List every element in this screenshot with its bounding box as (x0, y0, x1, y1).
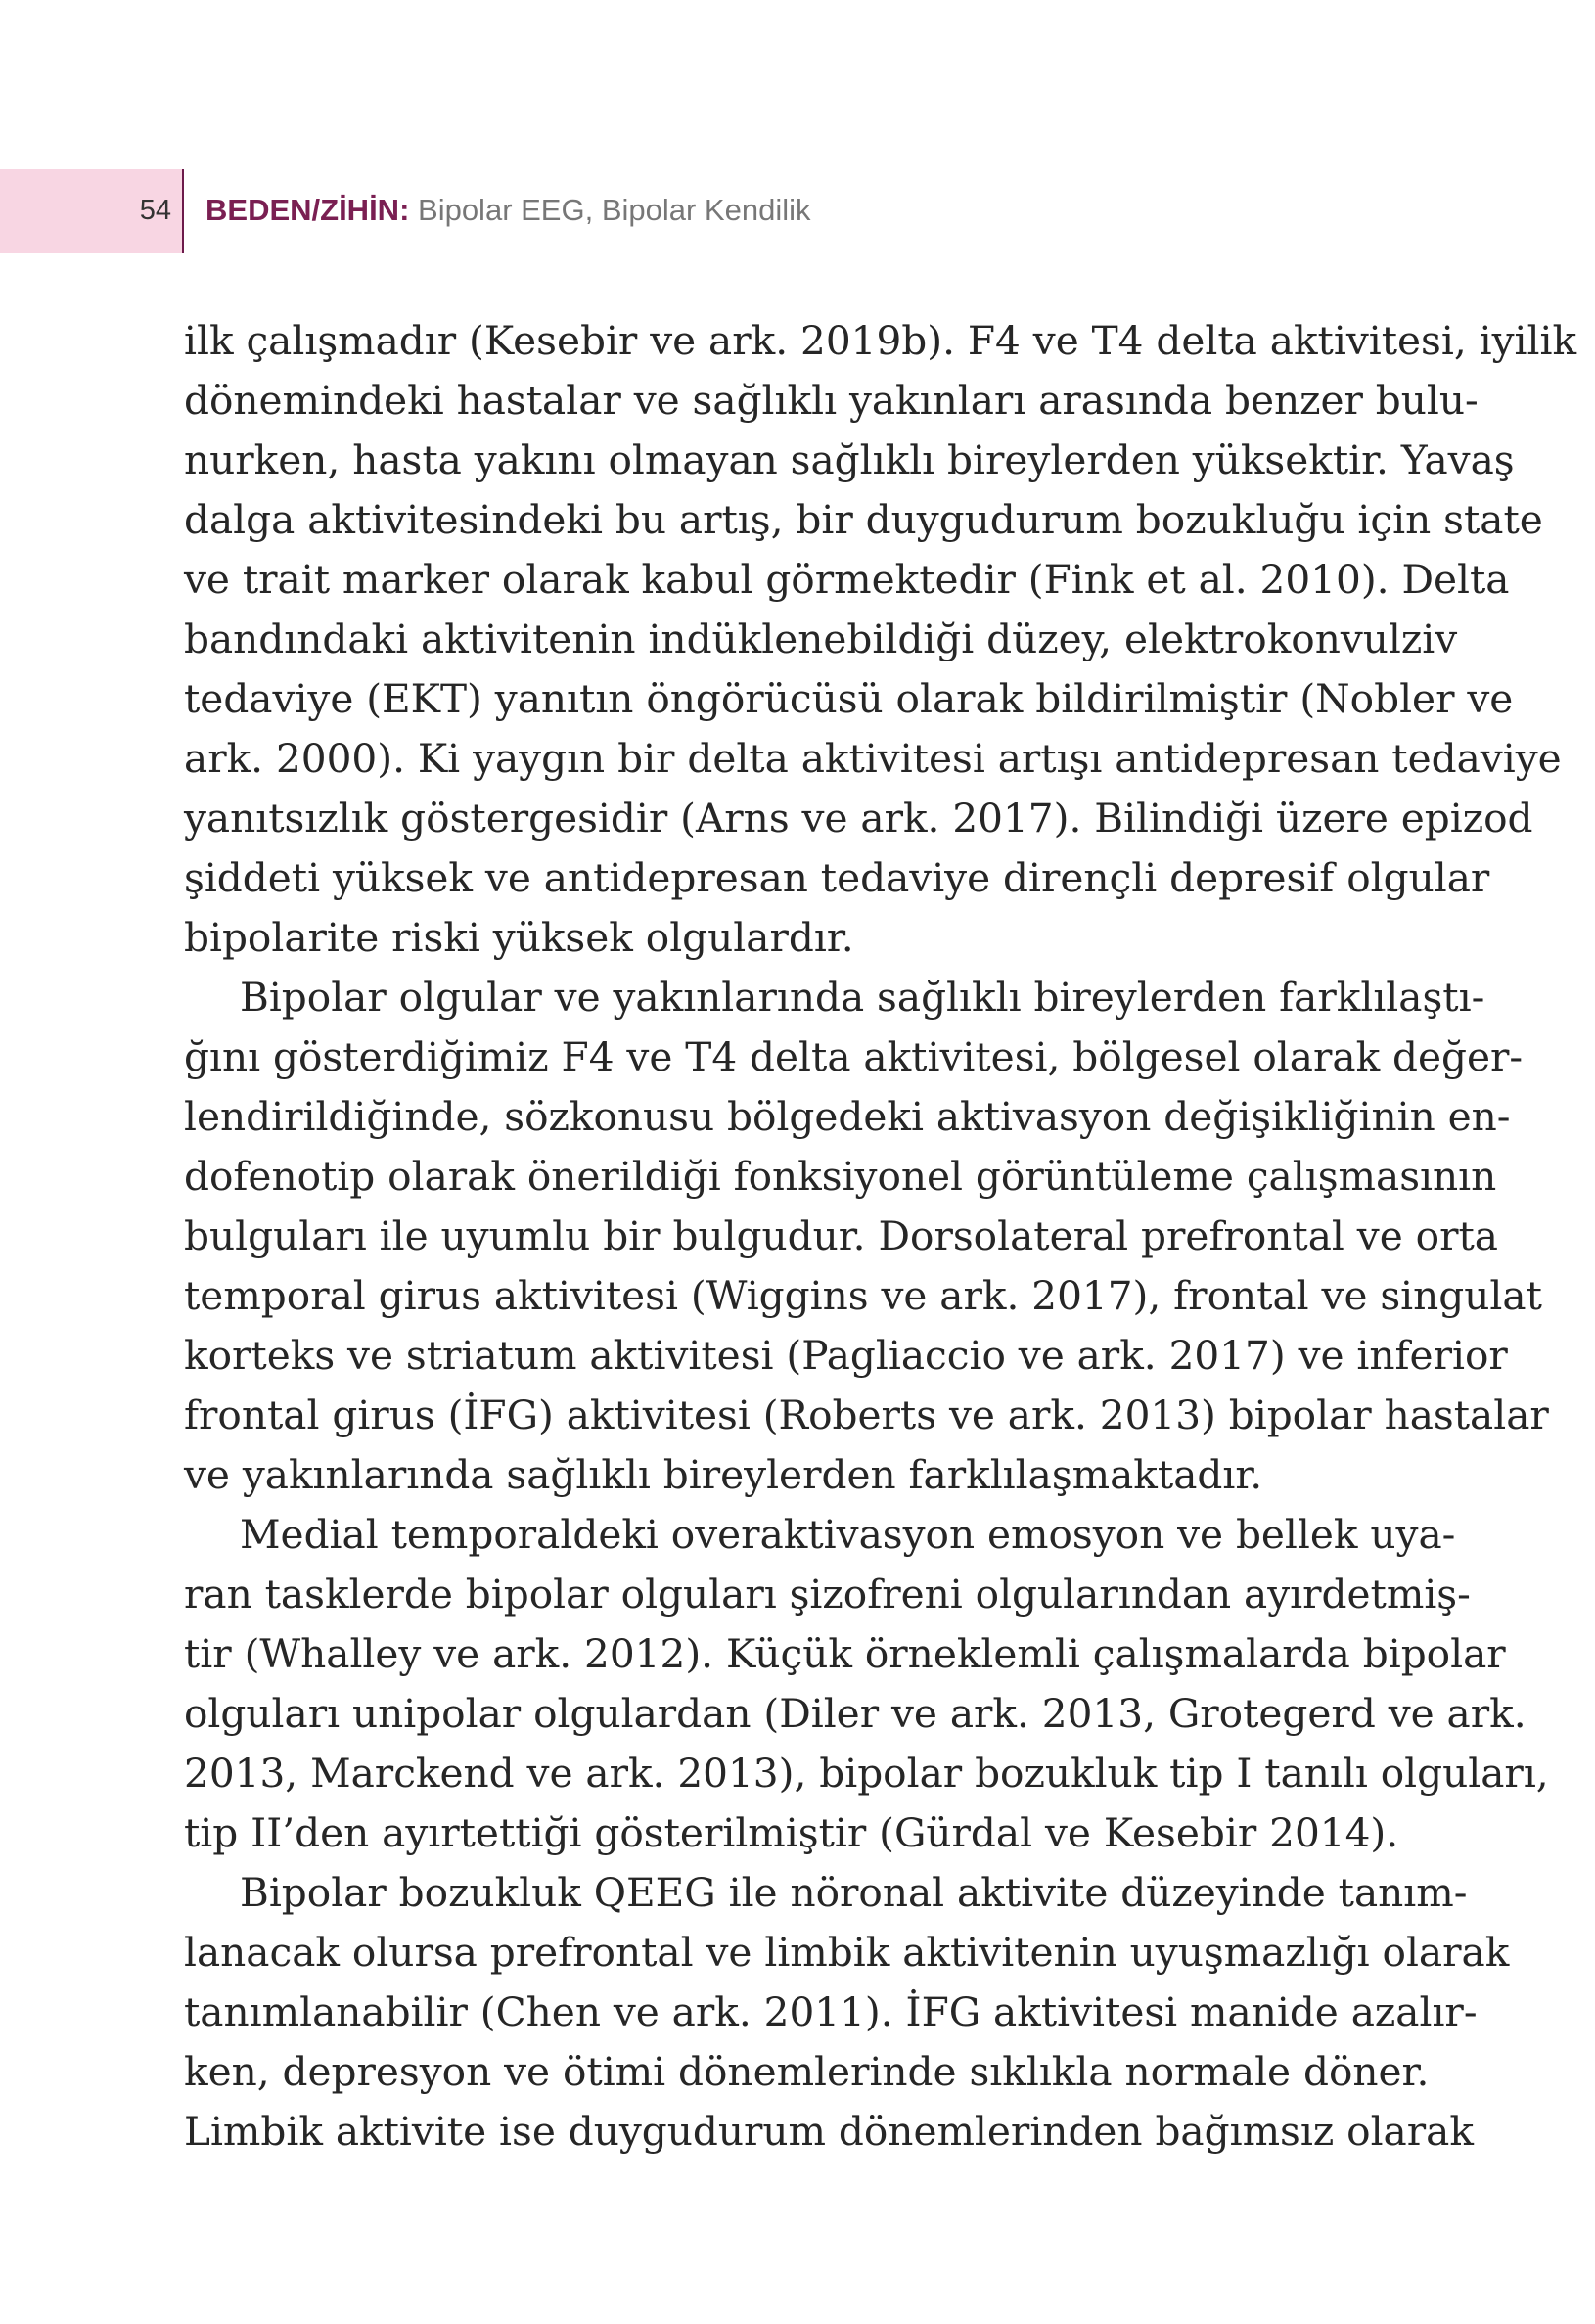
text-line: ve yakınlarında sağlıklı bireylerden farklılaşmaktadır. (184, 1451, 1263, 1498)
text-line: 2013, Marckend ve ark. 2013), bipolar bozukluk tip I tanılı olguları, (184, 1750, 1549, 1797)
text-line: dofenotip olarak önerildiği fonksiyonel görüntüleme çalışmasının (184, 1153, 1497, 1200)
running-head (205, 193, 811, 228)
paragraph (184, 968, 1549, 1505)
book-title: BEDEN/ZİHİN: (205, 193, 410, 227)
text-line: frontal girus (İFG) aktivitesi (Roberts ve ark. 2013) bipolar hastalar (184, 1391, 1549, 1438)
text-line: bipolarite riski yüksek olgulardır. (184, 914, 854, 961)
text-line: temporal girus aktivitesi (Wiggins ve ark. 2017), frontal ve singulat (184, 1272, 1542, 1319)
text-line: Bipolar bozukluk QEEG ile nöronal aktivite düzeyinde tanım- (240, 1869, 1468, 1916)
text-line: Limbik aktivite ise duygudurum dönemlerinden bağımsız olarak (184, 2108, 1474, 2155)
text-line: ilk çalışmadır (Kesebir ve ark. 2019b). F4 ve T4 delta aktivitesi, iyilik (184, 317, 1577, 364)
text-line: dalga aktivitesindeki bu artış, bir duygudurum bozukluğu için state (184, 496, 1543, 543)
page-number: 54 (139, 195, 171, 226)
text-line: nurken, hasta yakını olmayan sağlıklı bireylerden yüksektir. Yavaş (184, 436, 1515, 483)
text-line: bulguları ile uyumlu bir bulgudur. Dorsolateral prefrontal ve orta (184, 1212, 1498, 1259)
text-line: olguları unipolar olgulardan (Diler ve ark. 2013, Grotegerd ve ark. (184, 1690, 1527, 1737)
text-line: ark. 2000). Ki yaygın bir delta aktivitesi artışı antidepresan tedaviye (184, 735, 1562, 782)
chapter-title: Bipolar EEG, Bipolar Kendilik (418, 193, 811, 227)
text-line: tedaviye (EKT) yanıtın öngörücüsü olarak bildirilmiştir (Nobler ve (184, 675, 1514, 722)
body-text (184, 311, 1577, 2162)
text-line: lanacak olursa prefrontal ve limbik aktivitenin uyuşmazlığı olarak (184, 1929, 1510, 1976)
text-line: ve trait marker olarak kabul görmektedir (Fink et al. 2010). Delta (184, 556, 1510, 603)
paragraph (184, 311, 1577, 968)
header-divider (182, 169, 184, 253)
text-line: bandındaki aktivitenin indüklenebildiği düzey, elektrokonvulziv (184, 615, 1458, 662)
text-line: lendirildiğinde, sözkonusu bölgedeki aktivasyon değişikliğinin en- (184, 1093, 1511, 1140)
text-line: ken, depresyon ve ötimi dönemlerinde sıklıkla normale döner. (184, 2048, 1430, 2095)
text-line: tanımlanabilir (Chen ve ark. 2011). İFG aktivitesi manide azalır- (184, 1988, 1478, 2035)
text-line: Bipolar olgular ve yakınlarında sağlıklı bireylerden farklılaştı- (240, 974, 1485, 1021)
text-line: yanıtsızlık göstergesidir (Arns ve ark. 2017). Bilindiği üzere epizod (184, 795, 1533, 842)
paragraph (184, 1863, 1510, 2162)
text-line: tip II’den ayırtettiği gösterilmiştir (Gürdal ve Kesebir 2014). (184, 1809, 1399, 1856)
text-line: Medial temporaldeki overaktivasyon emosyon ve bellek uya- (240, 1511, 1456, 1558)
text-line: korteks ve striatum aktivitesi (Pagliaccio ve ark. 2017) ve inferior (184, 1332, 1508, 1379)
text-line: ğını gösterdiğimiz F4 ve T4 delta aktivitesi, bölgesel olarak değer- (184, 1033, 1524, 1080)
text-line: dönemindeki hastalar ve sağlıklı yakınları arasında benzer bulu- (184, 377, 1479, 424)
text-line: şiddeti yüksek ve antidepresan tedaviye dirençli depresif olgular (184, 854, 1490, 901)
paragraph (184, 1505, 1549, 1863)
text-line: tir (Whalley ve ark. 2012). Küçük örneklemli çalışmalarda bipolar (184, 1630, 1506, 1677)
text-line: ran tasklerde bipolar olguları şizofreni olgularından ayırdetmiş- (184, 1571, 1471, 1618)
